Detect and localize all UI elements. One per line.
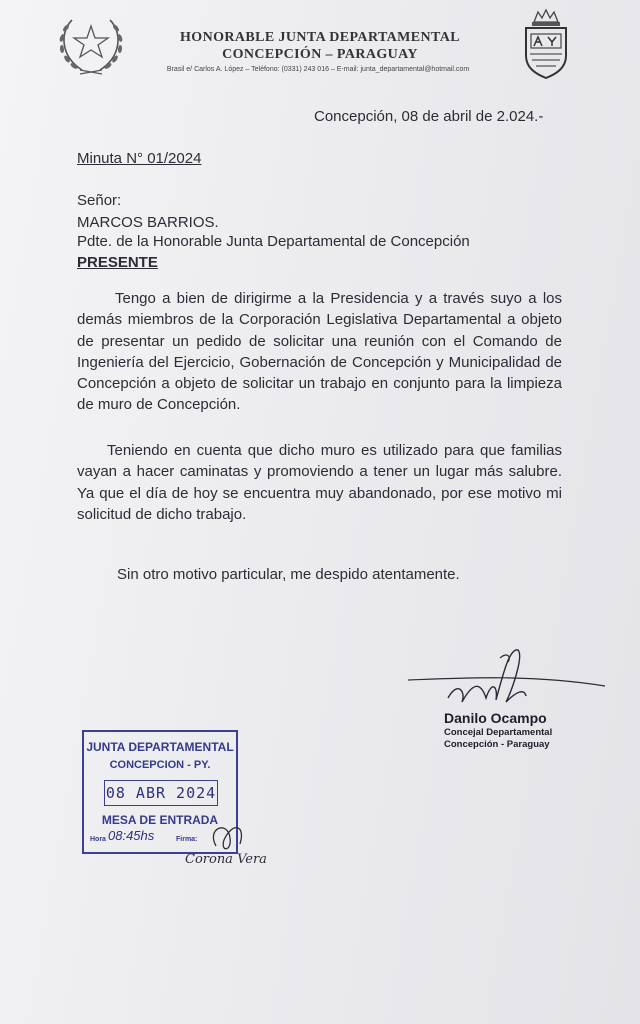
letterhead-contact: Brasil e/ Carlos A. López – Teléfono: (0331) 243 016 – E-mail: junta_departamental@hotmail.com (166, 66, 470, 73)
body-paragraph-2: Teniendo en cuenta que dicho muro es utilizado para que familias vayan a hacer caminatas y promoviendo a tener un lugar más salubre. Ya que el día de hoy se encuentra muy abandonado, por ese motivo mi solicitud de dicho trabajo. (77, 442, 562, 523)
salutation: Señor: (77, 192, 122, 209)
signatory-place: Concepción - Paraguay (444, 739, 550, 750)
stamp-hora-value: 08:45hs (108, 828, 155, 843)
letterhead-subtitle: CONCEPCIÓN – PARAGUAY (222, 47, 418, 62)
crowned-shield-emblem-icon (520, 8, 572, 80)
body-paragraph-1: Tengo a bien de dirigirme a la Presidencia y a través suyo a los demás miembros de la Corporación Legislativa Departamental a objeto de presentar un pedido de solicitar una reunión con el Comando de Ingeniería del Ejercicio, Gobernación de Concepción y Municipalidad de Concepción a objeto de solicitar un trabajo en conjunto para la limpieza de muro de Concepción. (77, 290, 562, 414)
closing-line: Sin otro motivo particular, me despido atentamente. (117, 566, 460, 583)
stamp-location: CONCEPCION - PY. (109, 759, 211, 771)
stamp-institution: JUNTA DEPARTAMENTAL (86, 740, 234, 754)
handwritten-signature (400, 640, 610, 720)
stamp-desk: MESA DE ENTRADA (101, 813, 219, 827)
date-line: Concepción, 08 de abril de 2.024.- (314, 108, 544, 125)
minute-number: Minuta N° 01/2024 (77, 150, 202, 167)
signatory-role: Concejal Departamental (444, 727, 553, 738)
recipient-name: MARCOS BARRIOS. (77, 214, 219, 231)
letterhead-title: HONORABLE JUNTA DEPARTAMENTAL (180, 30, 460, 45)
recipient-title: Pdte. de la Honorable Junta Departamental de Concepción (77, 233, 470, 250)
receiver-name: Corona Vera (185, 852, 267, 867)
presente-label: PRESENTE (77, 254, 158, 271)
signatory-name: Danilo Ocampo (444, 710, 547, 726)
stamp-firma-label: Firma: (176, 836, 198, 843)
stamp-hora-label: Hora (90, 836, 106, 843)
stamp-date: 08 ABR 2024 (105, 784, 217, 802)
